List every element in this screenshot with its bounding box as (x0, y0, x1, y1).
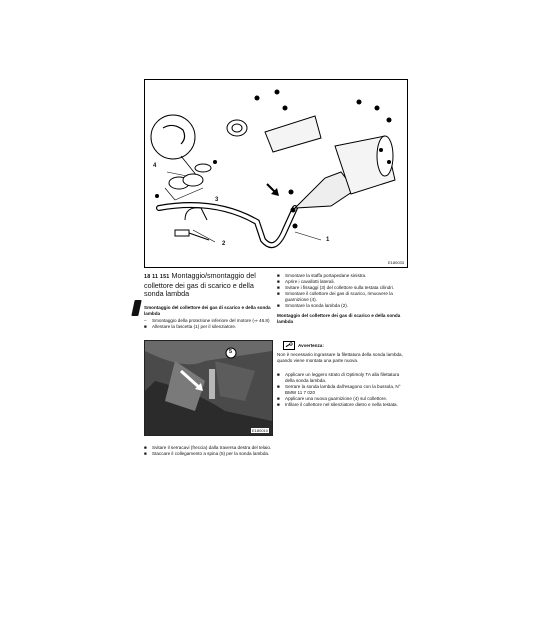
figure-code: E180033 (387, 260, 404, 265)
page-tab-marker (131, 300, 141, 316)
section-title (144, 272, 274, 299)
callout-4: 4 (153, 163, 157, 169)
photo-instructions (144, 445, 274, 457)
list-item: ■ Serrare la sonda lambda dall'esagono con la bussola, N° BMW 11 7 020 (277, 383, 401, 395)
wrench-icon (283, 341, 295, 350)
callout-2: 2 (222, 241, 226, 247)
photo-callout: 5 (229, 349, 233, 355)
callout-3: 3 (215, 197, 219, 203)
callout-1: 1 (326, 237, 330, 243)
list-item: ■ Smontare la staffa portapedane sinistra. (277, 273, 367, 278)
list-item: ■ Infilare il collettore nel silenziatore dietro e nella testata. (277, 401, 398, 407)
disassembly-section (144, 305, 272, 330)
list-item: ■ Staccare il collegamento a spina (5) per la sonda lambda. (144, 450, 270, 456)
warning-title: Avvertenza: (298, 343, 324, 348)
list-item: ■ Svitare i fissaggi (3) del collettore sulla testata cilindri. (277, 284, 395, 290)
list-item: ■ Allentare la fascetta (1) per il silenziatore. (144, 323, 237, 329)
section-number: 18 11 151 (144, 274, 170, 280)
assembly-heading: Montaggio del collettore dei gas di scarico e della sonda lambda (277, 313, 401, 325)
list-item: ■ Smontare il collettore dei gas di scarico, rimuovere la guarnizione (4). (277, 290, 393, 302)
list-item: ■ Svitare il serracavi (freccia) dalla traversa destra del telaio. (144, 445, 272, 450)
list-item: ■ Applicare una nuova guarnizione (4) sul collettore. (277, 395, 388, 401)
list-item: ■ Smontare la sonda lambda (2). (277, 302, 349, 308)
engine-photo-drawing (145, 341, 272, 435)
exhaust-diagram-figure (144, 79, 408, 268)
assembly-steps (277, 372, 408, 407)
warning-text: Non è necessario ingrassare la filettatura della sonda lambda, quando viene montata una parte nuova. (277, 352, 403, 363)
list-item: – Smontaggio della protezione inferiore del motore (⇒ 46.8) (144, 317, 270, 323)
connector-photo (144, 340, 273, 436)
list-item: ■ Aprire i cavallotti laterali. (277, 278, 335, 284)
removal-steps (277, 273, 408, 326)
photo-code: E180010 (251, 428, 268, 433)
list-item: ■ Applicare un leggero strato di Optimoly TA alla filettatura della sonda lambda. (277, 372, 400, 383)
section-title-text: Montaggio/smontaggio del collettore dei gas di scarico e della sonda lambda (144, 271, 256, 298)
exhaust-diagram-drawing (145, 80, 407, 267)
disassembly-heading: Smontaggio del collettore dei gas di scarico e della sonda lambda (144, 305, 271, 316)
